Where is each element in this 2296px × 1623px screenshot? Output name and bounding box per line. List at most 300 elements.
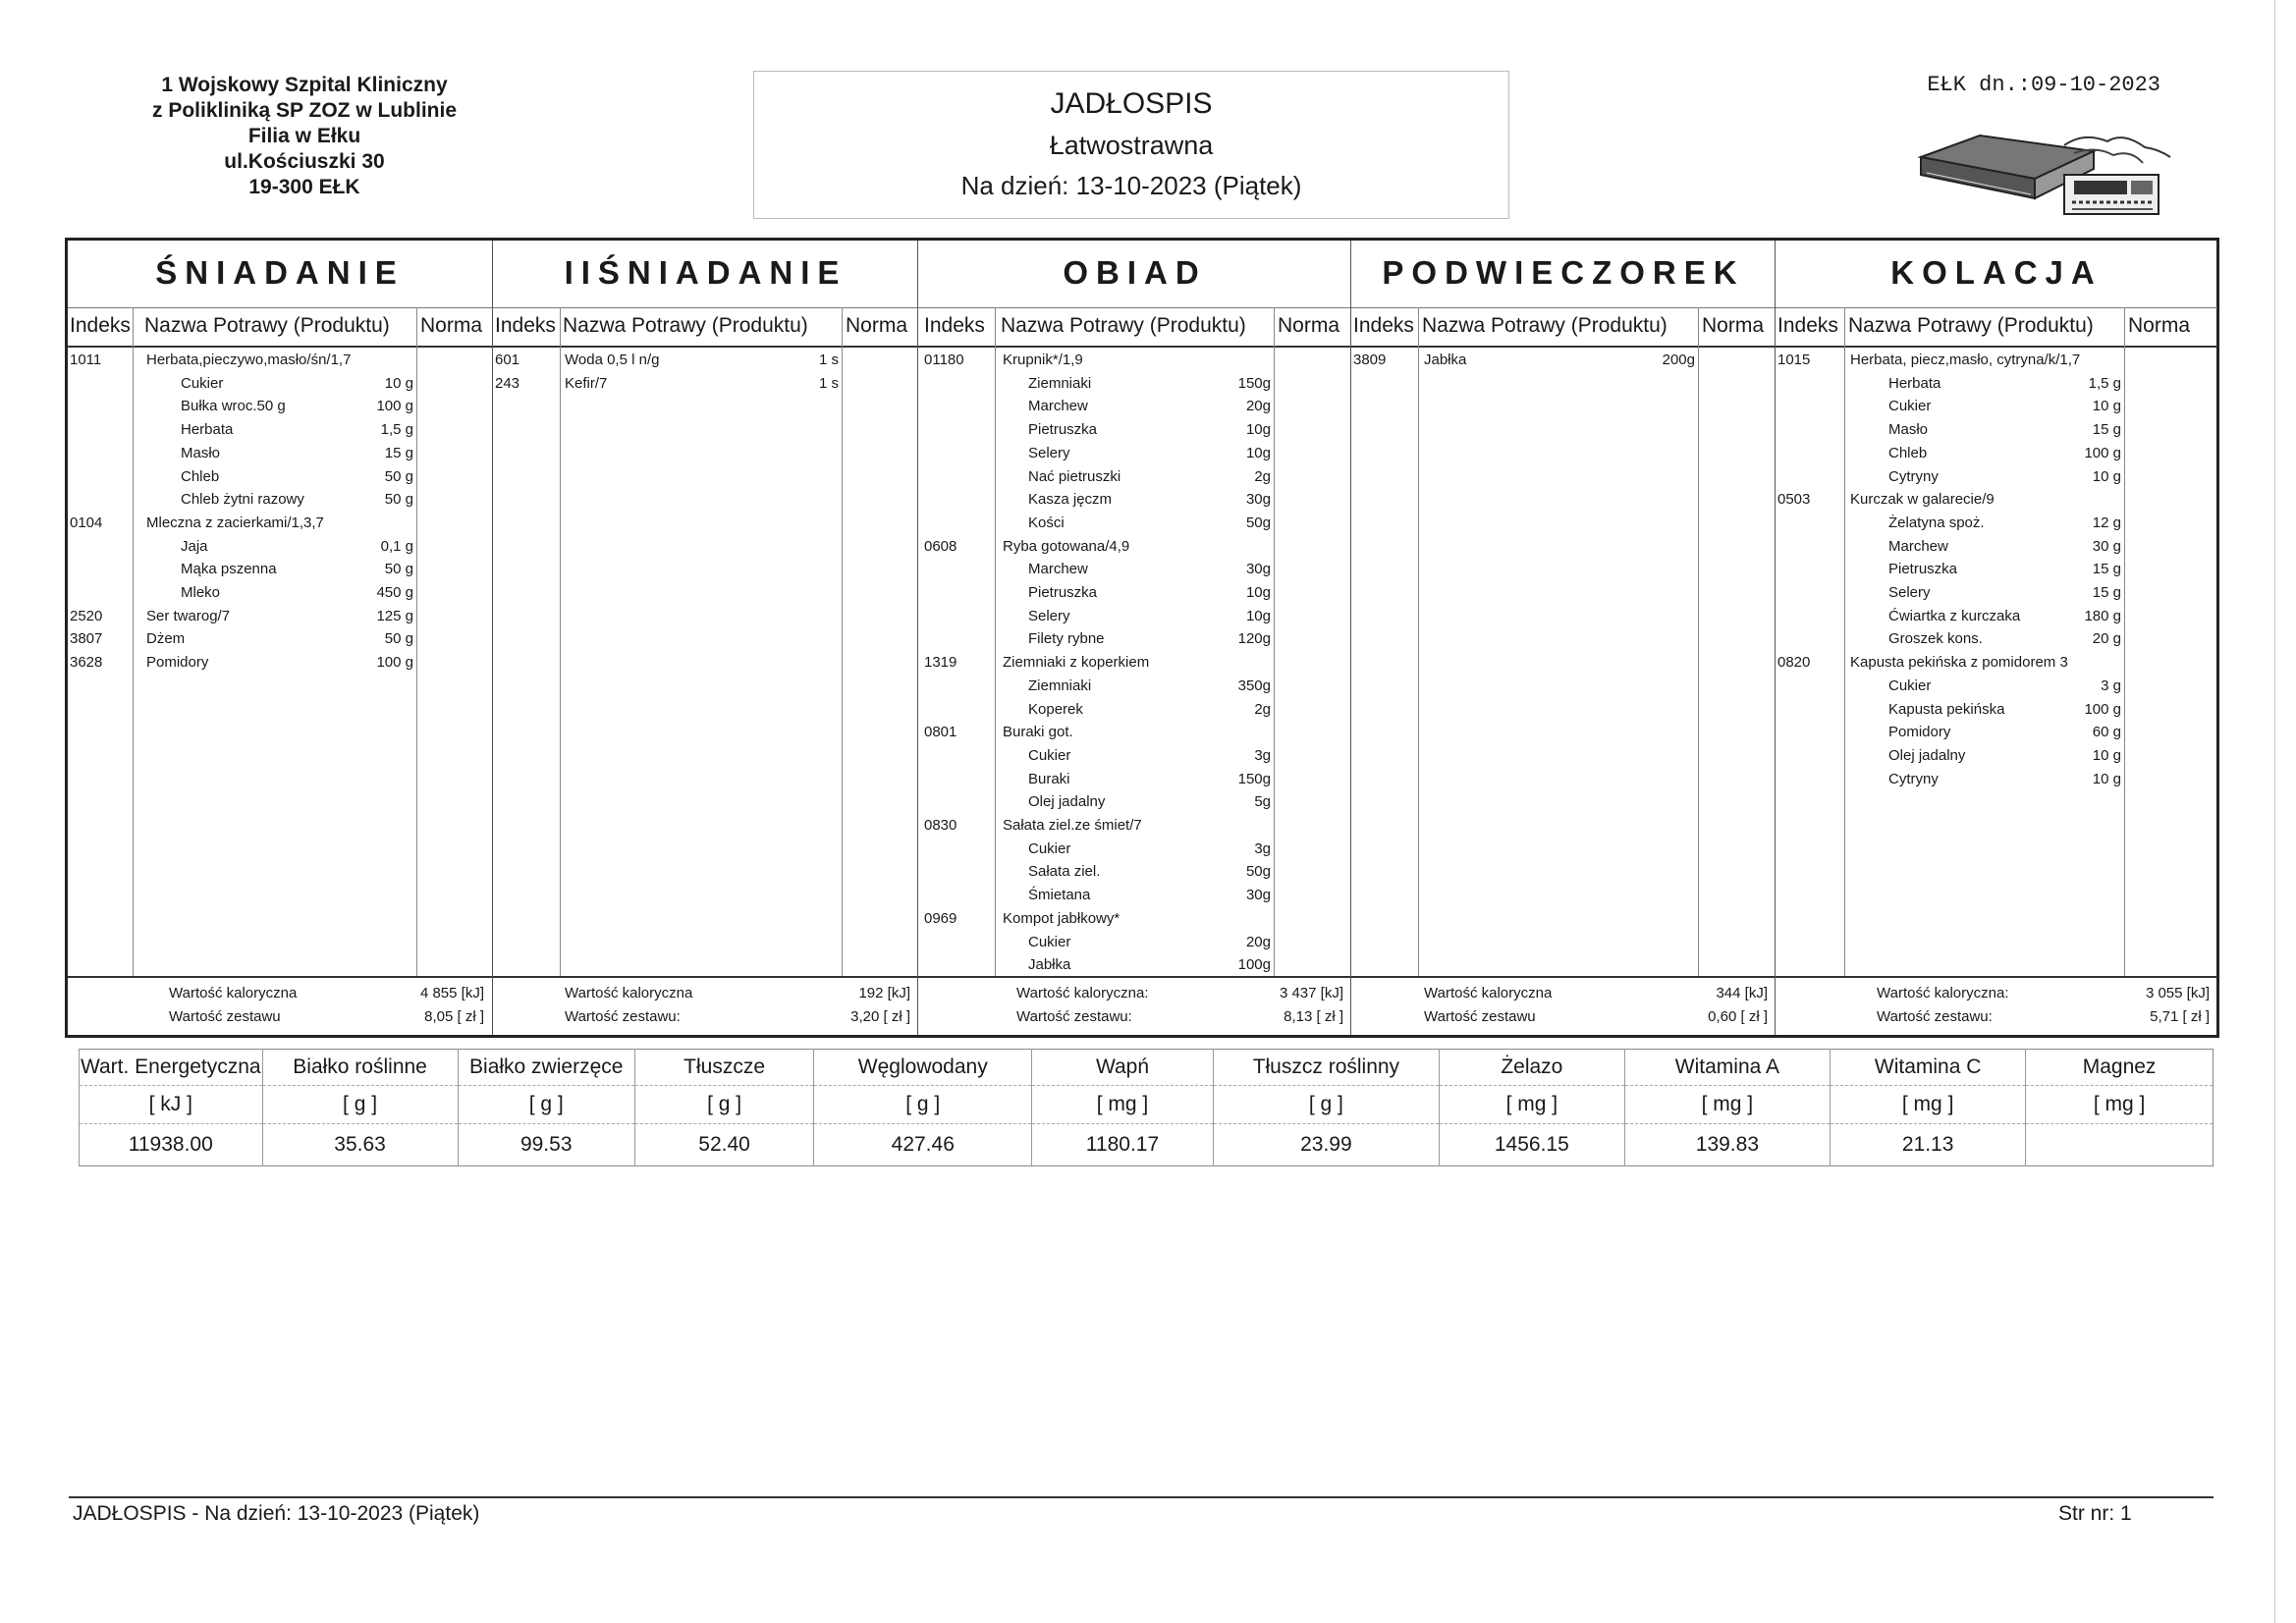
item-name: Kapusta pekińska z pomidorem 3 (1850, 654, 2068, 672)
column-header-index: Indeks (1353, 314, 1414, 337)
item-norm: 100 g (376, 654, 413, 672)
item-index: 601 (495, 352, 520, 368)
list-item (918, 698, 1351, 722)
nutrition-table (79, 1049, 2214, 1166)
item-name: Ser twarog/7 (146, 607, 231, 624)
footer-rule (69, 1496, 2214, 1498)
item-name: Marchew (1028, 398, 1088, 415)
nutrition-value-cell (2026, 1124, 2214, 1166)
item-norm: 1,5 g (380, 421, 413, 439)
item-norm: 3g (1254, 746, 1271, 764)
item-norm: 50g (1245, 863, 1271, 881)
item-norm: 120g (1237, 630, 1271, 648)
column-header-norm: Norma (846, 314, 908, 337)
meal-items (493, 347, 918, 978)
institution-line: 1 Wojskowy Szpital Kliniczny (161, 74, 448, 96)
list-item (68, 535, 492, 559)
institution-line: z Polikliniką SP ZOZ w Lublinie (152, 99, 457, 122)
nutrition-labels-row (80, 1050, 2214, 1086)
nutrition-label-cell: Wart. Energetyczna (80, 1050, 263, 1086)
meal-title: PODWIECZOREK (1351, 241, 1776, 308)
item-name: Kompot jabłkowy* (1003, 909, 1121, 927)
item-index: 3628 (70, 654, 103, 672)
nutrition-value-cell: 99.53 (458, 1124, 634, 1166)
column-header-index: Indeks (495, 314, 556, 337)
list-item (1776, 698, 2217, 722)
institution-block (137, 73, 471, 200)
column-header-norm: Norma (1702, 314, 1765, 337)
meal-column (1775, 241, 2217, 1035)
item-index: 0801 (924, 724, 957, 741)
item-norm: 150g (1237, 374, 1271, 392)
item-name: Cukier (181, 374, 224, 392)
item-norm: 10 g (2092, 467, 2121, 485)
item-name: Cukier (1888, 676, 1932, 694)
item-norm: 10g (1245, 607, 1271, 624)
list-item (918, 535, 1351, 559)
item-norm: 100g (1237, 956, 1271, 974)
item-index: 3807 (70, 630, 103, 648)
summary-row (493, 982, 918, 1005)
item-name: Herbata (181, 421, 234, 439)
nutrition-value-cell: 52.40 (634, 1124, 813, 1166)
meal-summary (68, 976, 492, 1035)
item-name: Sałata ziel.ze śmiet/7 (1003, 817, 1142, 834)
scan-edge-line (2274, 0, 2275, 1623)
list-item (918, 465, 1351, 489)
item-norm: 50 g (384, 630, 413, 648)
summary-label: Wartość zestawu (169, 1008, 281, 1025)
list-item (68, 442, 492, 465)
nutrition-label-cell: Tłuszcz roślinny (1213, 1050, 1439, 1086)
item-index: 2520 (70, 607, 103, 624)
list-item (68, 488, 492, 512)
column-header-name: Nazwa Potrawy (Produktu) (144, 314, 390, 337)
book-logo-icon (1917, 126, 2174, 216)
item-index: 0820 (1777, 654, 1811, 672)
meal-items (68, 347, 492, 978)
nutrition-value-cell: 23.99 (1213, 1124, 1439, 1166)
item-name: Jabłka (1028, 956, 1071, 974)
meal-summary (1351, 976, 1776, 1035)
summary-value: 8,05 [ zł ] (424, 1008, 484, 1025)
list-item (1776, 465, 2217, 489)
item-name: Cytryny (1888, 770, 1939, 787)
summary-label: Wartość zestawu (1424, 1008, 1536, 1025)
summary-label: Wartość kaloryczna (169, 985, 298, 1001)
item-name: Jaja (181, 537, 208, 555)
item-norm: 10g (1245, 421, 1271, 439)
item-name: Ryba gotowana/4,9 (1003, 537, 1130, 555)
item-norm: 50 g (384, 561, 413, 578)
item-name: Cukier (1888, 398, 1932, 415)
item-index: 0608 (924, 537, 957, 555)
item-name: Kości (1028, 514, 1065, 531)
item-index: 3809 (1353, 352, 1387, 368)
summary-label: Wartość zestawu: (1016, 1008, 1132, 1025)
list-item (1776, 395, 2217, 418)
column-header-name: Nazwa Potrawy (Produktu) (1848, 314, 2094, 337)
item-index: 0969 (924, 909, 957, 927)
nutrition-label-cell: Białko roślinne (262, 1050, 458, 1086)
item-index: 1011 (70, 352, 102, 368)
list-item (918, 349, 1351, 372)
item-name: Marchew (1028, 561, 1088, 578)
meal-summary (493, 976, 918, 1035)
item-norm: 180 g (2084, 607, 2121, 624)
nutrition-values-row (80, 1124, 2214, 1166)
summary-value: 3 437 [kJ] (1279, 985, 1343, 1001)
item-name: Selery (1028, 607, 1070, 624)
list-item (68, 465, 492, 489)
list-item (918, 581, 1351, 605)
nutrition-unit-cell: [ mg ] (1831, 1086, 2026, 1124)
item-norm: 5g (1254, 793, 1271, 811)
nutrition-label-cell: Tłuszcze (634, 1050, 813, 1086)
nutrition-unit-cell: [ kJ ] (80, 1086, 263, 1124)
list-item (1776, 651, 2217, 675)
item-norm: 350g (1237, 676, 1271, 694)
column-header-norm: Norma (1278, 314, 1340, 337)
list-item (68, 418, 492, 442)
item-name: Dżem (146, 630, 186, 648)
summary-label: Wartość zestawu: (565, 1008, 681, 1025)
item-norm: 10g (1245, 444, 1271, 461)
list-item (918, 627, 1351, 651)
list-item (68, 581, 492, 605)
list-item (68, 651, 492, 675)
nutrition-value-cell: 1180.17 (1032, 1124, 1213, 1166)
item-name: Marchew (1888, 537, 1948, 555)
list-item (918, 651, 1351, 675)
item-name: Bułka wroc.50 g (181, 398, 286, 415)
meal-items (918, 347, 1351, 978)
item-norm: 15 g (2092, 421, 2121, 439)
meal-title: ŚNIADANIE (68, 241, 492, 308)
item-norm: 2g (1254, 700, 1271, 718)
item-index: 0104 (70, 514, 103, 531)
item-norm: 1 s (818, 352, 839, 368)
column-header-index: Indeks (70, 314, 131, 337)
item-name: Kasza jęczm (1028, 491, 1113, 509)
list-item (918, 721, 1351, 744)
item-name: Herbata (1888, 374, 1941, 392)
meal-column (68, 241, 492, 1035)
item-name: Olej jadalny (1028, 793, 1106, 811)
item-name: Sałata ziel. (1028, 863, 1101, 881)
item-norm: 1,5 g (2088, 374, 2121, 392)
meal-items (1776, 347, 2217, 978)
item-name: Cukier (1028, 933, 1071, 950)
item-name: Kapusta pekińska (1888, 700, 2005, 718)
institution-line: Filia w Ełku (247, 125, 361, 147)
summary-row (918, 1005, 1351, 1029)
nutrition-label-cell: Magnez (2026, 1050, 2214, 1086)
nutrition-unit-cell: [ g ] (634, 1086, 813, 1124)
item-name: Herbata, piecz,masło, cytryna/k/1,7 (1850, 352, 2081, 368)
nutrition-label-cell: Żelazo (1440, 1050, 1625, 1086)
item-name: Herbata,pieczywo,masło/śn/1,7 (146, 352, 352, 368)
column-header (68, 308, 492, 348)
item-name: Filety rybne (1028, 630, 1105, 648)
item-norm: 10 g (2092, 398, 2121, 415)
item-norm: 30g (1245, 491, 1271, 509)
item-name: Pomidory (146, 654, 209, 672)
column-header-norm: Norma (420, 314, 483, 337)
list-item (918, 675, 1351, 698)
summary-label: Wartość zestawu: (1877, 1008, 1993, 1025)
item-norm: 50 g (384, 491, 413, 509)
item-norm: 150g (1237, 770, 1271, 787)
item-norm: 30g (1245, 887, 1271, 904)
nutrition-label-cell: Witamina C (1831, 1050, 2026, 1086)
item-name: Żelatyna spoż. (1888, 514, 1985, 531)
item-name: Pietruszka (1888, 561, 1958, 578)
item-norm: 10 g (2092, 746, 2121, 764)
item-name: Śmietana (1028, 887, 1091, 904)
list-item (1776, 744, 2217, 768)
item-norm: 200g (1662, 352, 1695, 368)
item-name: Koperek (1028, 700, 1083, 718)
list-item (1776, 349, 2217, 372)
nutrition-value-cell: 139.83 (1624, 1124, 1830, 1166)
item-name: Pietruszka (1028, 421, 1098, 439)
item-name: Mleczna z zacierkami/1,3,7 (146, 514, 324, 531)
list-item (918, 814, 1351, 838)
list-item (918, 418, 1351, 442)
nutrition-value-cell: 21.13 (1831, 1124, 2026, 1166)
summary-row (1776, 1005, 2217, 1029)
nutrition-unit-cell: [ g ] (814, 1086, 1032, 1124)
list-item (918, 953, 1351, 977)
item-name: Ziemniaki (1028, 374, 1092, 392)
item-norm: 30 g (2092, 537, 2121, 555)
location-date: EŁK dn.:09-10-2023 (1927, 73, 2160, 97)
list-item (1776, 768, 2217, 791)
item-norm: 2g (1254, 467, 1271, 485)
item-norm: 15 g (384, 444, 413, 461)
list-item (68, 349, 492, 372)
item-norm: 1 s (818, 374, 839, 392)
column-header (1776, 308, 2217, 348)
document-title: JADŁOSPIS (1050, 87, 1213, 120)
item-norm: 125 g (376, 607, 413, 624)
summary-label: Wartość kaloryczna (1424, 985, 1553, 1001)
list-item (1776, 558, 2217, 581)
list-item (1776, 372, 2217, 396)
column-header (1351, 308, 1776, 348)
nutrition-value-cell: 427.46 (814, 1124, 1032, 1166)
list-item (918, 395, 1351, 418)
item-name: Cytryny (1888, 467, 1939, 485)
menu-date: Na dzień: 13-10-2023 (Piątek) (960, 171, 1302, 200)
item-norm: 60 g (2092, 724, 2121, 741)
item-name: Buraki got. (1003, 724, 1073, 741)
list-item (918, 884, 1351, 907)
item-norm: 30g (1245, 561, 1271, 578)
nutrition-unit-cell: [ mg ] (1032, 1086, 1213, 1124)
meal-title: IIŚNIADANIE (493, 241, 918, 308)
item-norm: 10 g (384, 374, 413, 392)
item-norm: 0,1 g (380, 537, 413, 555)
summary-row (1776, 982, 2217, 1005)
item-name: Kurczak w galarecie/9 (1850, 491, 1995, 509)
list-item (1351, 349, 1776, 372)
list-item (1776, 442, 2217, 465)
summary-row (493, 1005, 918, 1029)
nutrition-label-cell: Węglowodany (814, 1050, 1032, 1086)
list-item (918, 605, 1351, 628)
list-item (918, 907, 1351, 931)
list-item (918, 838, 1351, 861)
item-name: Selery (1028, 444, 1070, 461)
item-name: Ziemniaki z koperkiem (1003, 654, 1150, 672)
list-item (918, 488, 1351, 512)
column-header-index: Indeks (1777, 314, 1838, 337)
meal-summary (1776, 976, 2217, 1035)
item-norm: 3g (1254, 839, 1271, 857)
item-name: Groszek kons. (1888, 630, 1983, 648)
nutrition-units-row (80, 1086, 2214, 1124)
item-name: Woda 0,5 l n/g (565, 352, 660, 368)
item-name: Chleb żytni razowy (181, 491, 304, 509)
summary-label: Wartość kaloryczna (565, 985, 693, 1001)
meal-items (1351, 347, 1776, 978)
item-name: Masło (1888, 421, 1929, 439)
summary-value: 192 [kJ] (858, 985, 910, 1001)
item-index: 1015 (1777, 352, 1811, 368)
nutrition-label-cell: Witamina A (1624, 1050, 1830, 1086)
item-index: 243 (495, 374, 520, 392)
list-item (1776, 627, 2217, 651)
summary-value: 8,13 [ zł ] (1284, 1008, 1343, 1025)
list-item (1776, 605, 2217, 628)
item-norm: 20g (1245, 398, 1271, 415)
item-name: Nać pietruszki (1028, 467, 1121, 485)
page-number: Str nr: 1 (2058, 1502, 2132, 1525)
item-name: Buraki (1028, 770, 1070, 787)
meal-column (492, 241, 918, 1035)
list-item (918, 442, 1351, 465)
nutrition-value-cell: 11938.00 (80, 1124, 263, 1166)
summary-label: Wartość kaloryczna: (1877, 985, 2009, 1001)
diet-name: Łatwostrawna (1049, 131, 1214, 160)
summary-value: 344 [kJ] (1716, 985, 1768, 1001)
item-name: Olej jadalny (1888, 746, 1966, 764)
item-name: Pomidory (1888, 724, 1951, 741)
title-box (753, 71, 1509, 219)
item-name: Cukier (1028, 746, 1071, 764)
item-name: Cukier (1028, 839, 1071, 857)
meal-title: OBIAD (918, 241, 1351, 308)
nutrition-value-cell: 35.63 (262, 1124, 458, 1166)
list-item (918, 372, 1351, 396)
list-item (68, 372, 492, 396)
item-norm: 100 g (2084, 700, 2121, 718)
item-index: 1319 (924, 654, 957, 672)
item-norm: 15 g (2092, 561, 2121, 578)
column-header-name: Nazwa Potrawy (Produktu) (1422, 314, 1667, 337)
meal-summary (918, 976, 1351, 1035)
nutrition-label-cell: Wapń (1032, 1050, 1213, 1086)
column-header-index: Indeks (924, 314, 985, 337)
list-item (1776, 535, 2217, 559)
nutrition-unit-cell: [ g ] (458, 1086, 634, 1124)
item-norm: 50g (1245, 514, 1271, 531)
institution-line: 19-300 EŁK (248, 176, 360, 198)
list-item (1776, 721, 2217, 744)
list-item (68, 395, 492, 418)
item-name: Chleb (181, 467, 220, 485)
item-index: 01180 (924, 352, 964, 368)
nutrition-unit-cell: [ mg ] (1624, 1086, 1830, 1124)
list-item (68, 627, 492, 651)
meal-title: KOLACJA (1776, 241, 2217, 308)
list-item (68, 512, 492, 535)
summary-row (1351, 1005, 1776, 1029)
nutrition-unit-cell: [ mg ] (2026, 1086, 2214, 1124)
item-norm: 15 g (2092, 584, 2121, 601)
item-index: 0503 (1777, 491, 1811, 509)
list-item (493, 349, 918, 372)
nutrition-value-cell: 1456.15 (1440, 1124, 1625, 1166)
summary-row (1351, 982, 1776, 1005)
column-header-name: Nazwa Potrawy (Produktu) (1001, 314, 1246, 337)
meal-column (1350, 241, 1776, 1035)
item-norm: 50 g (384, 467, 413, 485)
item-norm: 450 g (376, 584, 413, 601)
item-norm: 12 g (2092, 514, 2121, 531)
summary-value: 5,71 [ zł ] (2150, 1008, 2210, 1025)
list-item (1776, 488, 2217, 512)
item-name: Selery (1888, 584, 1931, 601)
list-item (1776, 675, 2217, 698)
item-name: Jabłka (1424, 352, 1467, 368)
list-item (493, 372, 918, 396)
nutrition-unit-cell: [ g ] (1213, 1086, 1439, 1124)
item-name: Ćwiartka z kurczaka (1888, 607, 2021, 624)
item-norm: 3 g (2101, 676, 2121, 694)
list-item (918, 512, 1351, 535)
item-norm: 100 g (376, 398, 413, 415)
summary-value: 0,60 [ zł ] (1708, 1008, 1768, 1025)
column-header (493, 308, 918, 348)
nutrition-unit-cell: [ mg ] (1440, 1086, 1625, 1124)
meal-column (917, 241, 1351, 1035)
institution-line: ul.Kościuszki 30 (224, 150, 385, 173)
list-item (68, 558, 492, 581)
list-item (918, 744, 1351, 768)
footer-text: JADŁOSPIS - Na dzień: 13-10-2023 (Piątek) (73, 1502, 480, 1525)
summary-row (68, 982, 492, 1005)
summary-value: 3 055 [kJ] (2145, 985, 2210, 1001)
list-item (68, 605, 492, 628)
item-index: 0830 (924, 817, 957, 834)
item-name: Chleb (1888, 444, 1928, 461)
summary-value: 3,20 [ zł ] (850, 1008, 910, 1025)
summary-value: 4 855 [kJ] (419, 985, 484, 1001)
item-name: Ziemniaki (1028, 676, 1092, 694)
list-item (1776, 512, 2217, 535)
item-norm: 100 g (2084, 444, 2121, 461)
item-name: Masło (181, 444, 221, 461)
summary-label: Wartość kaloryczna: (1016, 985, 1149, 1001)
nutrition-unit-cell: [ g ] (262, 1086, 458, 1124)
list-item (918, 860, 1351, 884)
item-norm: 20 g (2092, 630, 2121, 648)
column-header-norm: Norma (2128, 314, 2191, 337)
item-name: Mleko (181, 584, 221, 601)
